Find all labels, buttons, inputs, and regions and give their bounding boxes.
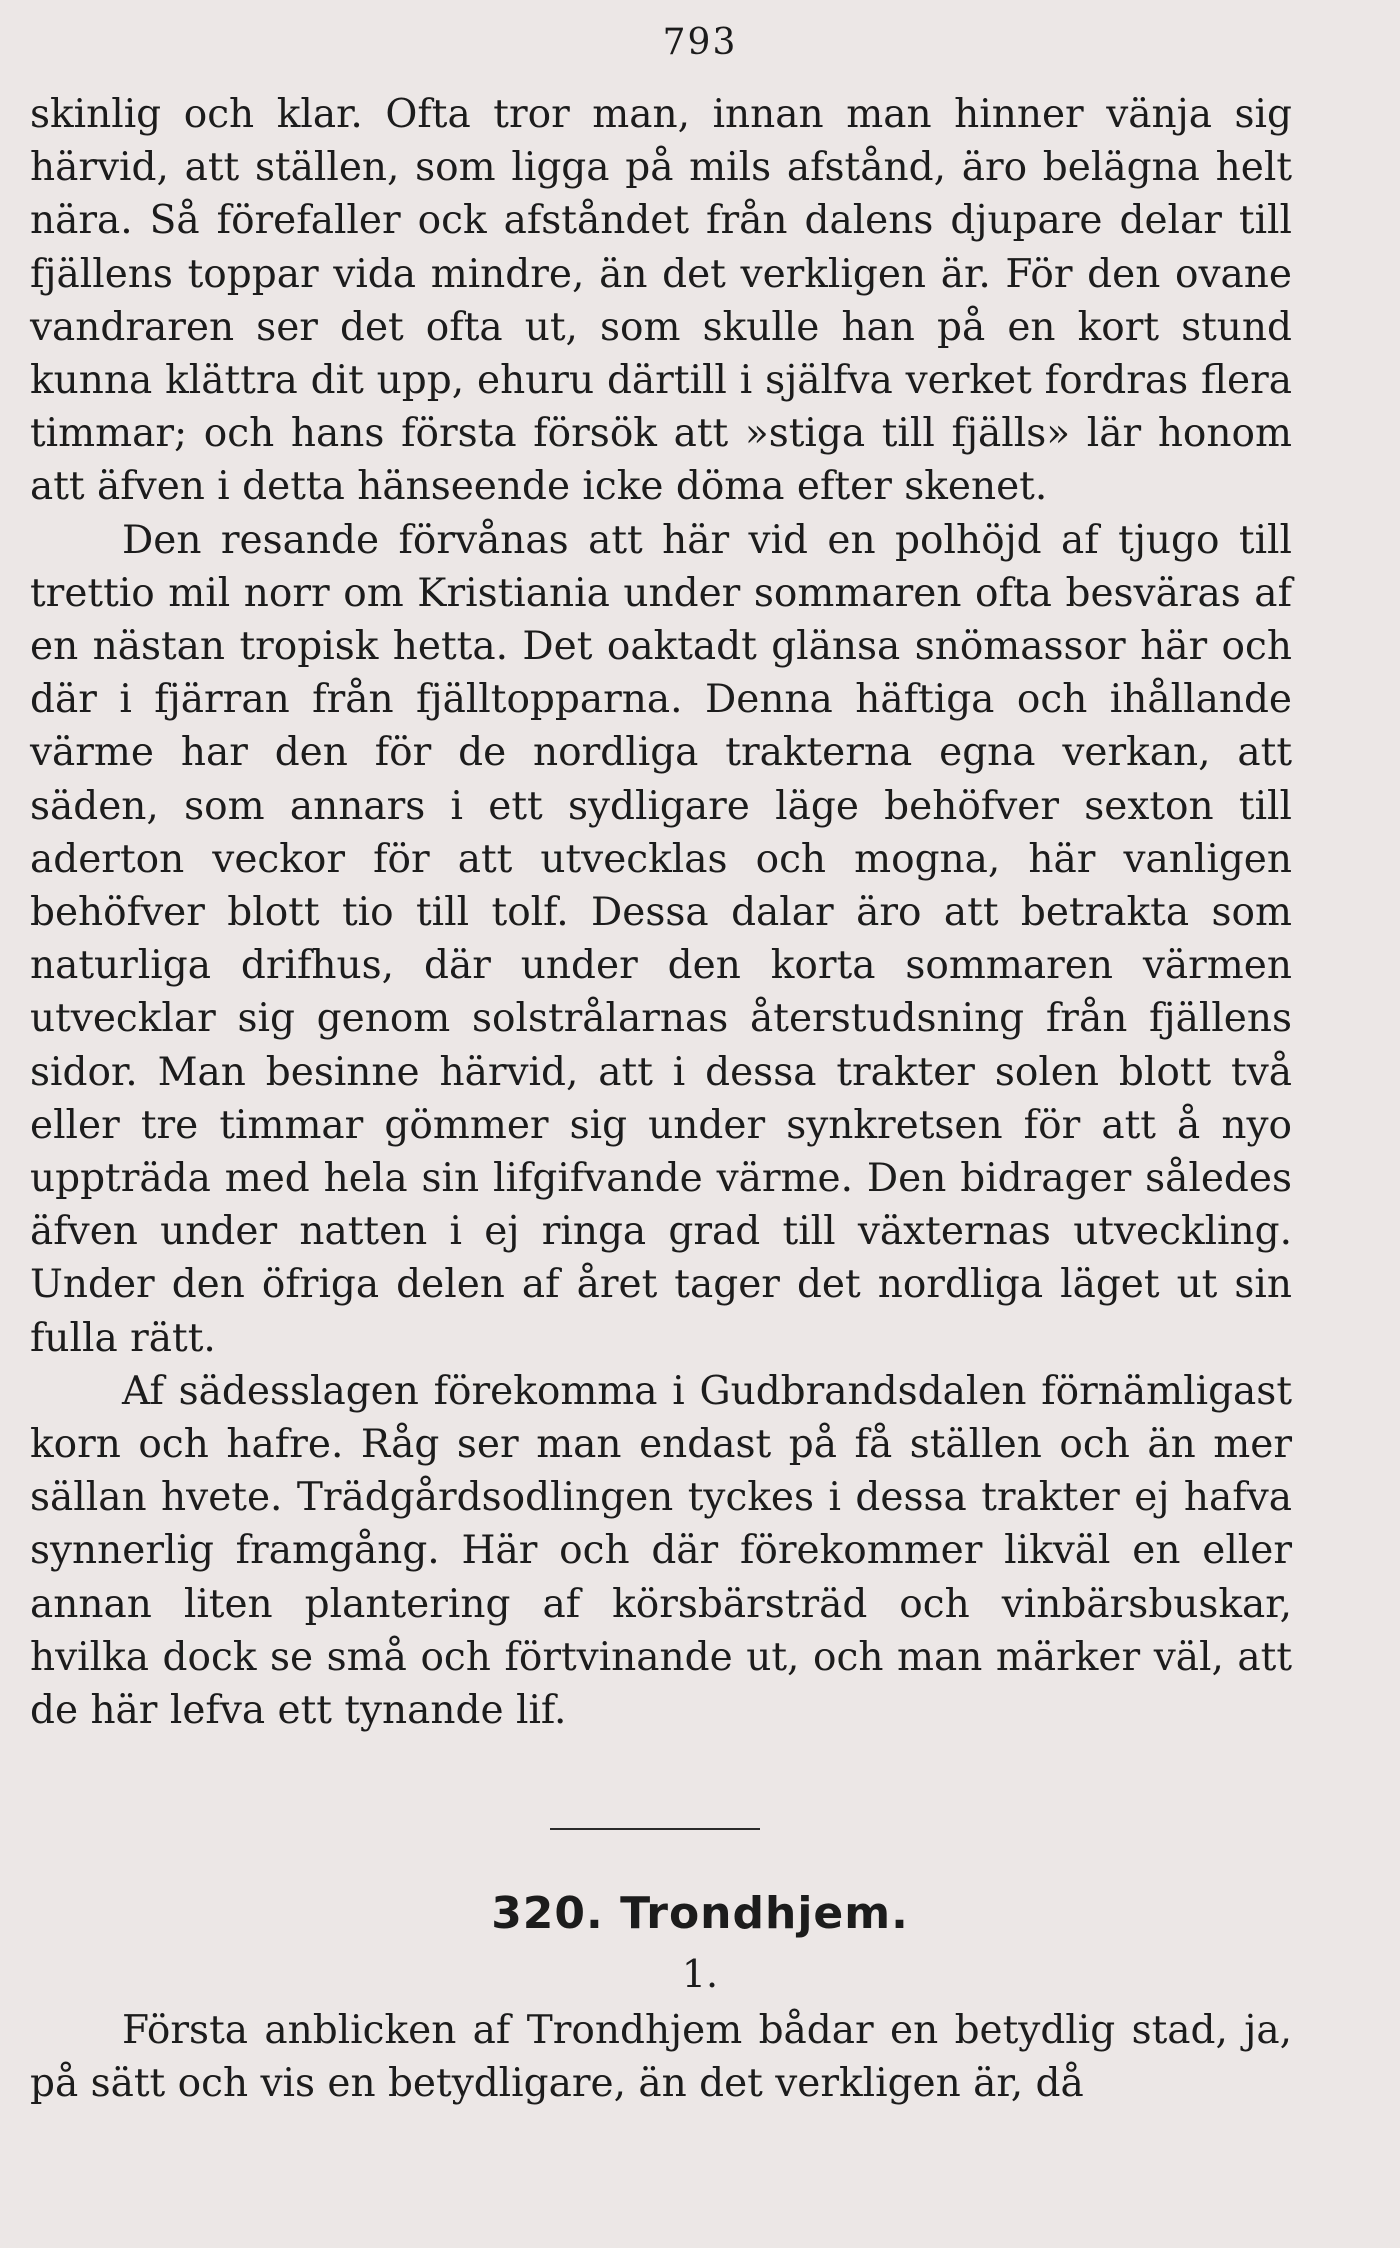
paragraph-3: Af sädesslagen förekomma i Gudbrandsdalen förnämligast korn och hafre. Råg ser man endast på få ställen och än mer sällan hvete. Trädgårdsodlingen tyckes i dessa trakter ej hafva synnerlig framgång. Här och där förekommer likväl en eller annan liten plantering af körsbärsträd och vinbärsbuskar, hvilka dock se små och förtvinande ut, och man märker väl, att de här lefva ett tynande lif. [30, 1368, 1292, 1734]
body-text [30, 88, 1292, 1737]
section-divider [550, 1828, 760, 1830]
section-paragraph-1: Första anblicken af Trondhjem bådar en betydlig stad, ja, på sätt och vis en betydligare, än det verkligen är, då [30, 2008, 1292, 2107]
page-number: 793 [662, 22, 738, 63]
section-heading: 320. Trondhjem. [491, 1888, 909, 1939]
paragraph-2: Den resande förvånas att här vid en polhöjd af tjugo till trettio mil norr om Kristiania under sommaren ofta besväras af en nästan tropisk hetta. Det oaktadt glänsa snömassor här och där i fjärran från fjälltopparna. Denna häftiga och ihållande värme har den för de nordliga trakterna egna verkan, att säden, som annars i ett sydligare läge behöfver sexton till aderton veckor för att utvecklas och mogna, här vanligen behöfver blott tio till tolf. Dessa dalar äro att betrakta som naturliga drifhus, där under den korta sommaren värmen utvecklar sig genom solstrålarnas återstudsning från fjällens sidor. Man besinne härvid, att i dessa trakter solen blott två eller tre timmar gömmer sig under synkretsen för att å nyo uppträda med hela sin lifgifvande värme. Den bidrager således äfven under natten i ej ringa grad till växternas utveckling. Under den öfriga delen af året tager det nordliga läget ut sin fulla rätt. [30, 517, 1292, 1361]
subsection-number: 1. [681, 1952, 719, 1996]
paragraph-1: skinlig och klar. Ofta tror man, innan man hinner vänja sig härvid, att ställen, som ligga på mils afstånd, äro belägna helt nära. Så förefaller ock afståndet från dalens djupare delar till fjällens toppar vida mindre, än det verkligen är. För den ovane vandraren ser det ofta ut, som skulle han på en kort stund kunna klättra dit upp, ehuru därtill i själfva verket fordras flera timmar; och hans första försök att »stiga till fjälls» lär honom att äfven i detta hänseende icke döma efter skenet. [30, 92, 1292, 510]
section-body-text [30, 2004, 1292, 2110]
